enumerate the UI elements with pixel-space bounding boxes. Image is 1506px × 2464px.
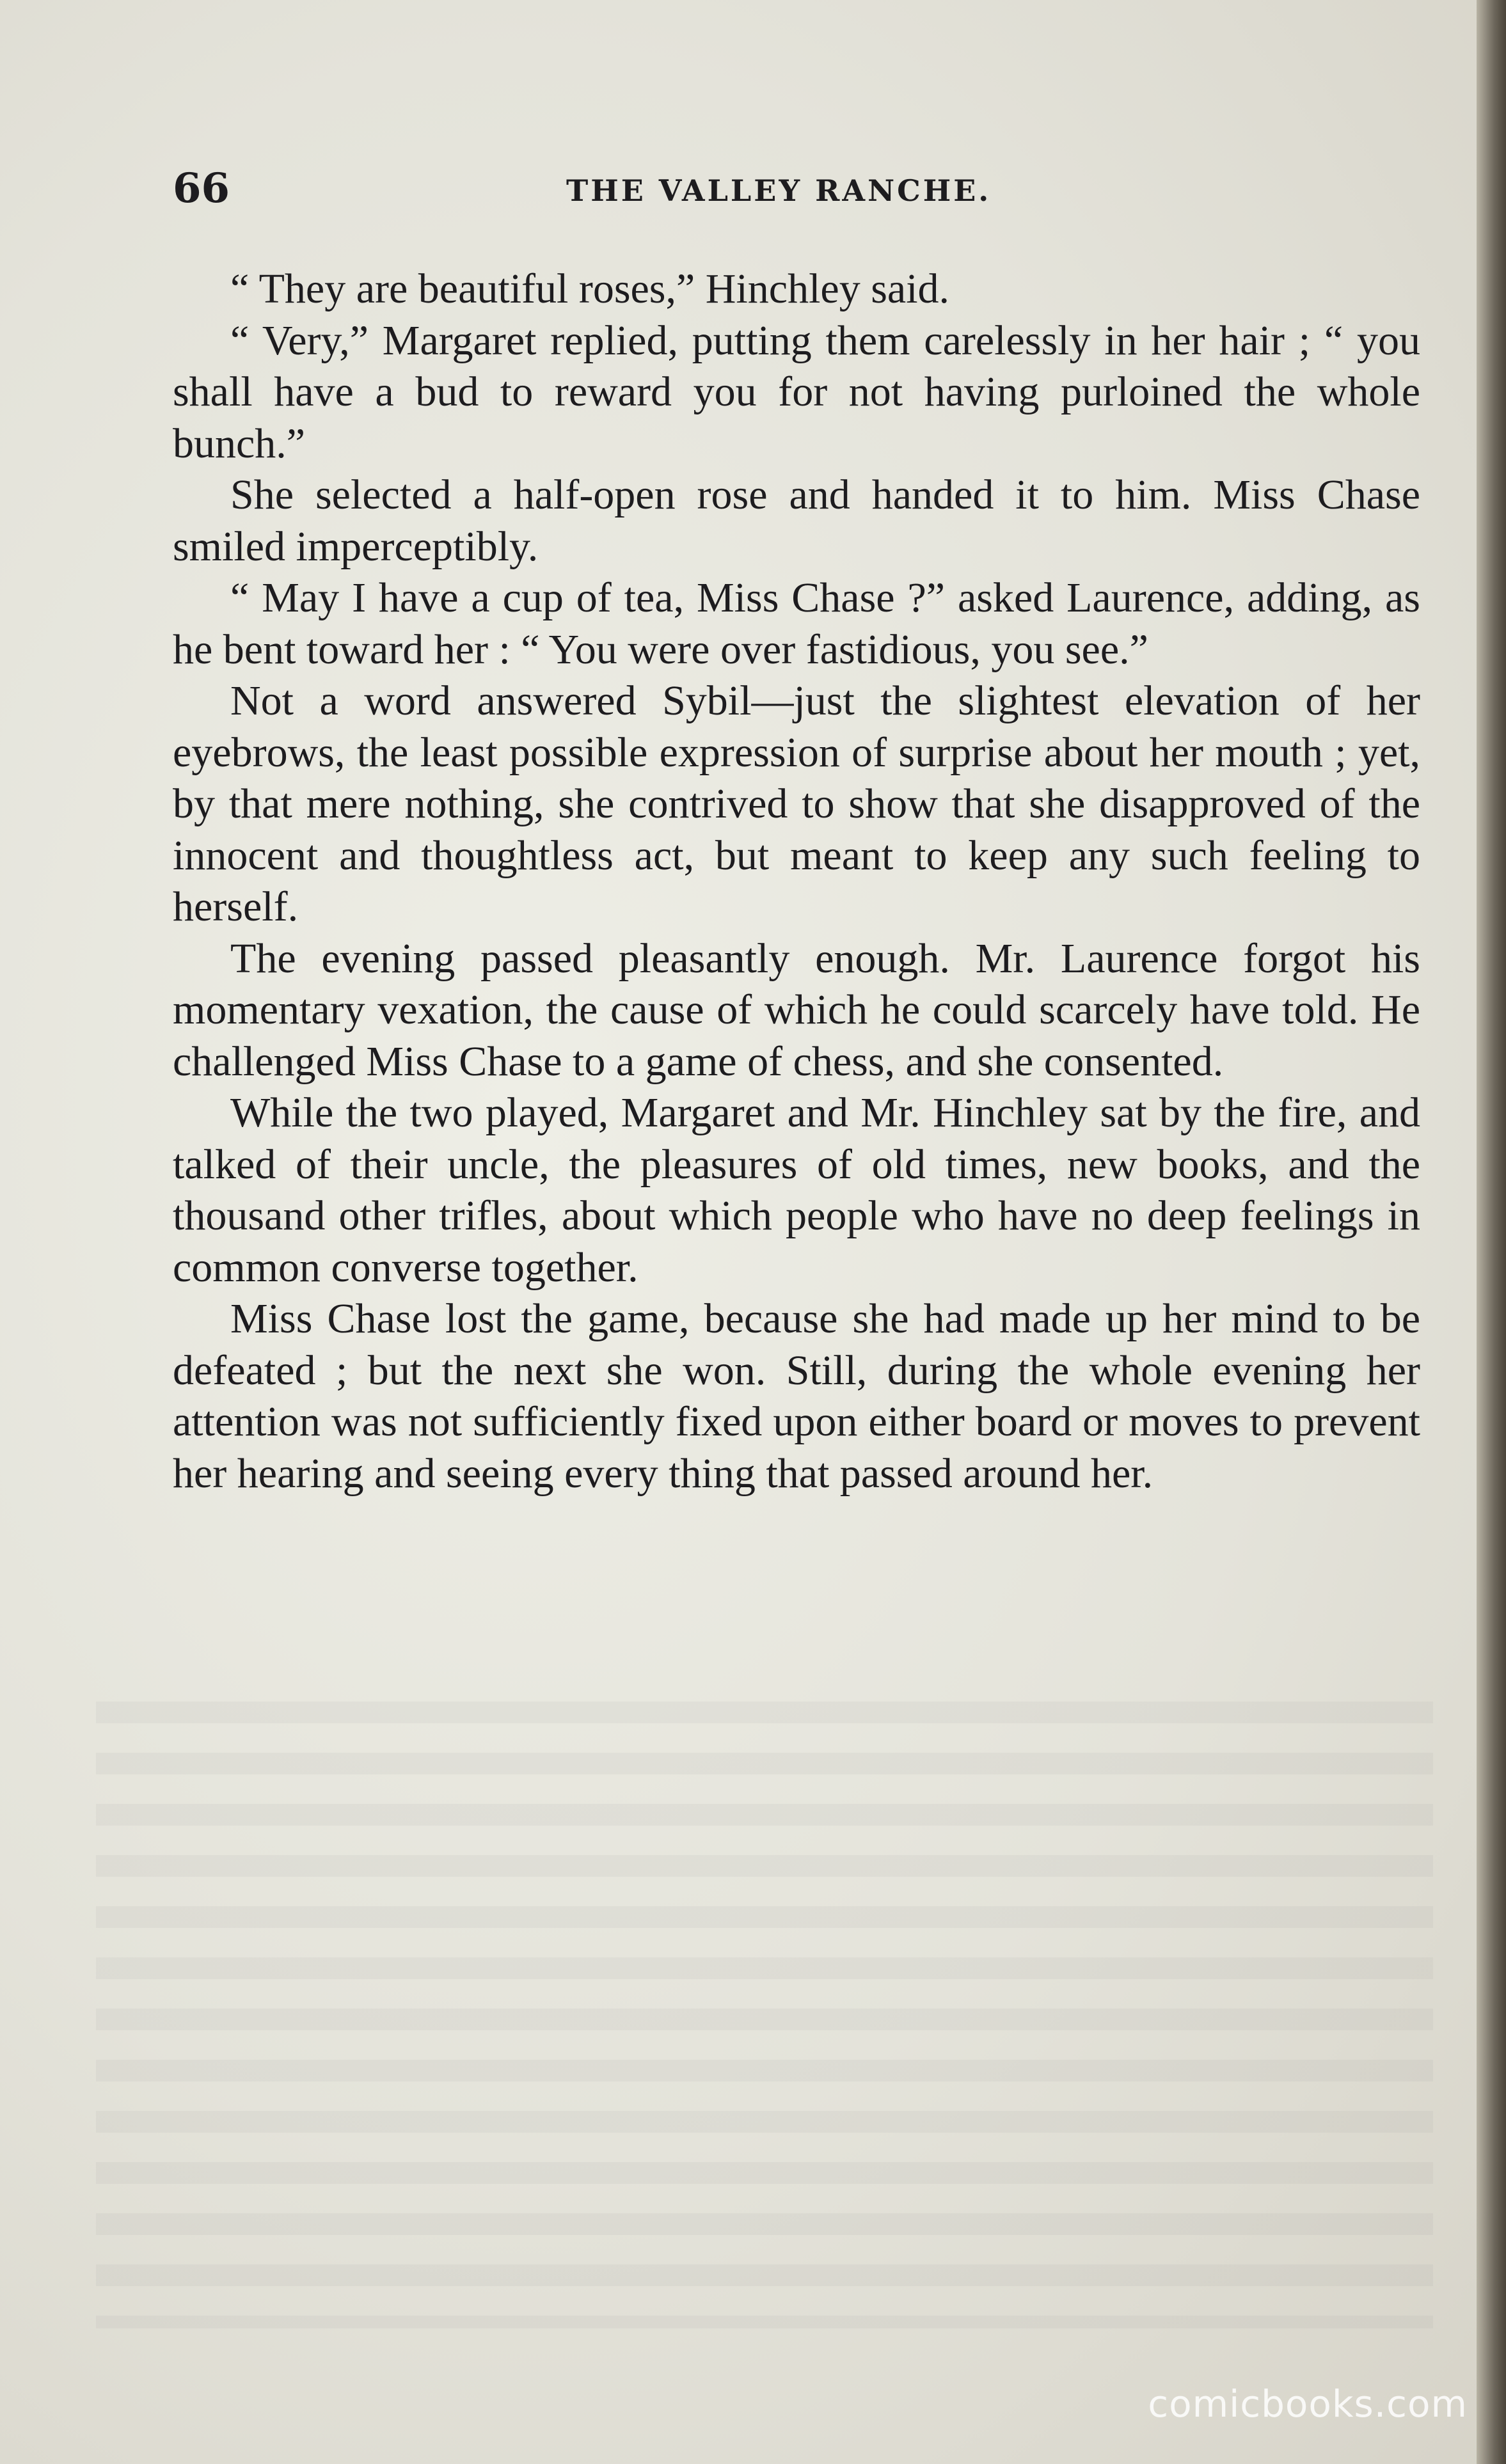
paragraph: Miss Chase lost the game, because she had made up her mind to be defeated ; but the next she won. Still, during the whole evening her attention was not sufficiently fixed upon either board or moves to prevent her hearing and seeing every thing that passed around her. — [173, 1295, 1420, 1497]
paragraph: “ Very,” Margaret replied, putting them carelessly in her hair ; “ you shall have a bud to reward you for not having purloined the whole bunch.” — [173, 317, 1420, 467]
running-title: THE VALLEY RANCHE. — [566, 173, 992, 208]
paragraph: She selected a half-open rose and handed it to him. Miss Chase smiled imperceptibly. — [173, 471, 1420, 570]
show-through-text — [96, 1702, 1433, 2328]
paragraph: While the two played, Margaret and Mr. Hinchley sat by the fire, and talked of their uncle, the pleasures of old times, new books, and the thousand other trifles, about which people who have no deep feelings in common converse together. — [173, 1089, 1420, 1291]
page-edge-shadow — [1477, 0, 1506, 2464]
page-number: 66 — [173, 164, 230, 212]
paragraph: “ May I have a cup of tea, Miss Chase ?” asked Laurence, adding, as he bent toward her : “ You were over fastidious, you see.” — [173, 574, 1420, 673]
paragraph: Not a word answered Sybil—just the slightest elevation of her eyebrows, the least possible expression of surprise about her mouth ; yet, by that mere nothing, she contrived to show that she disapproved of the innocent and thoughtless act, but meant to keep any such feeling to herself. — [173, 677, 1420, 930]
paragraph: “ They are beautiful roses,” Hinchley said. — [230, 265, 950, 312]
body-text — [173, 264, 1420, 1499]
page-header — [173, 163, 1427, 214]
site-watermark: comicbooks.com — [1148, 2382, 1468, 2426]
paragraph: The evening passed pleasantly enough. Mr. Laurence forgot his momentary vexation, the cause of which he could scarcely have told. He challenged Miss Chase to a game of chess, and she consented. — [173, 935, 1420, 1085]
